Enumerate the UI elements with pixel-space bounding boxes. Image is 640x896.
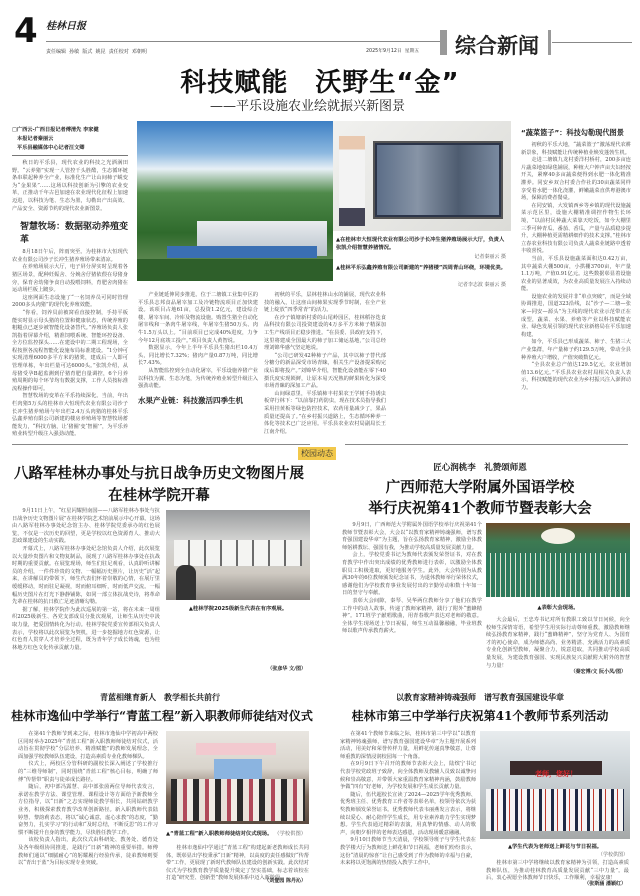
article-kicker: 青蓝相继育新人 教学相长共前行 (100, 693, 220, 702)
paragraph: 当前，平乐县设施蔬菜面积达0.42万亩，其中蔬菜大棚500亩，小拱棚3700亩，年产量1.1万吨，产值0.91亿元。这些数据彰显着设施农业的显著成效，为农业高质量发展注入持续动能。 (521, 255, 631, 293)
paragraph: 大会最后，王忠寿书记对所有教职工致以节日问候，向全校师生深情寄语，希望学生用实际行动尊师重教，激励教师继续弘扬教育家精神，践行“蜜蜂精神”，坚守为党育人、为国育才的初心使命，成为师德高尚、业务精湛、充满活力的高素质专业化创新型教师，凝聚合力，锐意进取，共同推动学校高质量发展，为建设教育强国、实现民族复兴贡献附大附外的智慧与力量！ (486, 617, 630, 669)
paragraph: 9月11日上午，“红星闪耀照南国——八路军桂林办事处与抗日战争历史文物图片展”在桂林学院艺术馆前展示中心开幕。这场由八路军桂林办事处纪念馆主办、桂林学院党委承办的红色展览，不仅是一次历史的回望，更是学校以红色资源育人、推动大思政课建设的生动实践。 (12, 508, 160, 545)
article-credit: （张斯涵 潘颖红） (584, 881, 626, 887)
photo-mentorship-ceremony (166, 731, 309, 824)
photo-credit: 记者秦丽云 摄 (474, 254, 506, 260)
paragraph: 开幕式上，八路军桂林办事处纪念馆负责人介绍，此次展览以大量珍贵图片和文物复制品，展现了八路军桂林办事处在抗战时期的重要贡献。在展览现场，师生们驻足观看，认真聆听讲解员的介绍，一件件珍贵的文物、一幅幅历史照片，让历史“活”起来，在讲解员的带领下，师生代表们怀着崇敬的心情，在展厅里缓缓移动，时而驻足凝视，时而俯耳细听，时而低声交流。一幅幅历史图片在灯光下静静铺陈，如同一部立体抗战史诗，将革命先辈在桂林的抗日救亡足迹清晰勾勒。 (12, 545, 160, 606)
paragraph: “公司已研发42种柿子产品，其中以柿子替代部分糖分的新品深受市场青睐，相关生产设备提采购完成后即将投产。”刘锦华介绍，智能化设备能在零下40摄氏度实现锁鲜，让原本易天况熟的鲜果转化为深受市场青睐的深加工产品。 (264, 352, 386, 390)
article-body-continued (486, 617, 630, 670)
photo-caption: ▲在桂林市大恒现代农业有限公司沙子长冲生猪养殖场展示大厅，负责人张凯介绍智慧养猪情况。 (336, 237, 505, 251)
article-headline: 广西师范大学附属外国语学校 (385, 479, 575, 496)
paragraph: 初秋的平乐大地，“蔬菜篮子”激荡现代农耕新景象，科技赋能让传统种植业焕发蓬勃生机。 (521, 142, 631, 156)
photo-caption-text: ▲“青蓝工程”新入职教师师徒结对仪式现场。 (166, 831, 273, 837)
paragraph: 在第41个教师节到来之际，桂林市逸仙中学初高中两校区同时举办2025年“青蓝工程”新入职教师师徒结对仪式，活动旨在贯彻学校“分层培养、精准赋能”的教师发展理念，全面加强学校教师队伍建设，打造高素质专业化教师梯队。 (18, 731, 158, 760)
paragraph: 设施农业的发展并非“单点突破”，而是全域协调推进，国道323沿线，以“沙子—二塘—张家—同安—源头”为主线的现代农业示范带正在成型，蔬菜、水果、养殖等产业以科技赋能农业、绿色发展引领的现代农业新格局在平乐加速构建。 (521, 293, 631, 338)
paragraph: 随后，伍代超校长宣读了2024—2025学年优秀教师、优秀班主任、优秀教育工作者等表彰名单，校领导依次为获奖教师颁发荣誉证书。优秀教师代表韦丽燕发言表示，将继续以爱心、耐心陪伴学生成长，用专业素养助力学生实现梦想。学生代表通过精彩的表演，用真挚的情感、动人的歌声，向朝夕相伴的老师表达感恩，活动现场暖意融融。 (340, 791, 476, 836)
article-credit: （张彦华 文/图） (267, 666, 306, 672)
lead-second-column (264, 292, 386, 436)
photo-teachers-day-flowers (480, 731, 630, 839)
article-kicker: 匠心润桃李 礼赞颂师恩 (433, 463, 527, 473)
article-credit: （秦宏博/文 阮小凤/图） (570, 669, 626, 675)
photo-credit: 记者李志波 秦丽云 摄 (457, 282, 506, 288)
issue-date: 2025年9月12日 星期五 (366, 49, 420, 54)
photo-caption: ▲学生代表为老师送上鲜花与节日祝福。 (507, 844, 603, 850)
lead-middle-column (138, 292, 258, 404)
article-body (18, 731, 158, 868)
article-body (12, 508, 160, 652)
photo-caption: ▲表彰大会现场。 (537, 605, 579, 611)
photo-credit: （学校供图） (597, 852, 628, 858)
article-credit: （刘壹园 陈丹沁） (264, 878, 306, 884)
paragraph: 在养殖场展示大厅，电子屏分屏实时呈现着各猪区场景，配种妊娠舍、分娩舍仔猪依偎在母猪身旁，保育舍幼猪争食自动投喂饲料，育肥舍肉猪在运动场栏板上踱步。 (12, 264, 128, 294)
masthead-rule (46, 41, 441, 42)
section-divider (345, 444, 628, 445)
photo-pig-farm-building (137, 121, 333, 281)
article-headline: 桂林市逸仙中学举行“青蓝工程”新入职教师师徒结对仪式 (11, 709, 313, 723)
paragraph: 9月10日教师节当天清晨，学校领导班子与学生代表在教学楼大厅为教师送上鲜花和节日祝福，老师们纷纷表示，这份“清晨的惊喜”让自己感受到了作为教师的幸福与自豪，未来将以更饱满的热情投入教学工作中。 (340, 837, 476, 867)
paragraph: 如今，平乐县已形成蔬菜、柿子、生猪三大产业集群，年产量柿子约129.5万吨，带动全县种养殖大户增收，产值突破数亿元。 (521, 339, 631, 361)
paragraph: 山间绿意里，平乐镇柿丰村果农王学树手持诱虫板穿行林下：“以前靠打药防虫，现在技术员指导我们采用挂黄板等绿色防控技术，农药用量减少了，果品质量还提高了。”在乡村振兴道路上，生态循环种养一体化等技术已广泛应用。平乐县农业农村局副局长王江南介绍。 (264, 390, 386, 435)
article-body (340, 731, 476, 868)
paragraph: 8月18日午后，阵雨突至。为桂林市大恒现代农业有限公司沙子长冲生猪养殖场带来清凉。 (12, 249, 128, 263)
article-headline: 举行庆祝第41个教师节暨表彰大会 (368, 500, 592, 517)
byline: 本报记者秦丽云 (17, 136, 54, 142)
section-title: 综合新闻 (455, 33, 539, 58)
section-bar (440, 30, 447, 55)
paper-name-logo: 桂林日报 (46, 21, 86, 32)
paragraph: 在9月9日下午召开的教师节表彰大会上，陆缤宁书记代表学校党政班子致辞，向全体教师及教辅人员致以诚挚问候和崇高敬意，并带领大家重温教育家精神内涵，鼓励教师争做“四有”好老师，为学校发展和学生成长贡献力量。 (340, 761, 476, 791)
section-bar-right (548, 30, 551, 55)
paragraph: 初秋的平乐，层林桂林山水的铺展，现代农业科技的融入，让这座山间柿果实现季节时制，在全产业链上绽放“四季常青”的活力。 (264, 292, 386, 314)
photo-caption: ▲桂林学院2025级新生代表在有序观展。 (188, 606, 288, 612)
paragraph: 桂林市第三中学将继续以教育家精神为引领，打造高素质教师队伍，为推动桂林教育高质量发展贡献“三中力量”。最后，衷心祝愿全体教师节日快乐，工作顺利，幸福安康！ (486, 860, 629, 882)
article-body (342, 522, 482, 636)
article-kicker: 以教育家精神铸魂强师 谱写教育强国建设华章 (396, 693, 564, 702)
photo-caption: ▲桂林平乐弘鑫养殖有限公司新建的“养猪楼”四周青山环绕，环境优美。 (336, 265, 506, 271)
subhead-vegetable: “蔬菜篮子”：科技勾勒现代图景 (521, 128, 624, 137)
photo-award-ceremony (486, 523, 630, 597)
paragraph: 智慧牧场的变革在平乐持续深化。当前，年出栏肉猪5万头的桂林市大恒现代农业有限公司沙子长冲生猪养殖场与年出栏2.4万头肉猪的桂林平乐弘鑫养殖有限公司新建的楼房养殖场等智慧牧场蓄能发力，“科技方脑，让‘猪圈’变‘智圈’”，为平乐养殖业转型升级注入强劲动能。 (12, 393, 128, 438)
photo-caption (166, 830, 316, 838)
article-headline: 桂林市第三中学举行庆祝第41个教师节系列活动 (351, 709, 609, 723)
paragraph: 桂林市逸仙中学通过“青蓝工程”构建起新老教师成长共同体，既彰显出学校秉承“日新”精神，以高度的责任感做好“传帮带”工作，更展现了新时代教师队伍建设的创新实践。此次结对仪式为学校教育教学质量提升奠定了坚实基础，标志着该校在打造“研究型、创新型”教师发展体系中迈入新阶段。 (166, 845, 309, 882)
paragraph: 表彰大会间隙，秦琴、吴华两位教师分享了他们在教学工作中的动人故事，传递了教师家精神，践行了附外“蜜蜂精神”。171班学子献唱歌曲，用青春歌声表达对老师的敬意。全体学生现场送上节日祝福，师生互动温馨融融，毕业班教师以歌声传承教育薪火。 (342, 597, 482, 635)
paragraph: 这座网面生态设施了“一名饲养员可同时管理2000多头肉猪”的现代化养殖效能。 (12, 294, 128, 309)
paragraph: 走进二塘镇九龙村委洋村桥村，200多亩连片蔬菜地如绿毯铺展，种植大户钟声亩夫妇轻按开关，紧摩40多亩蔬菜便得到水肥一体化精准灌养。同安乡双合村委合作社的30亩蔬菜同样享受着水肥一体化浇灌，鲜嫩蔬菜直供粤港澳市场，保障消费者餐桌。 (521, 157, 631, 202)
byline: □广西云-广西日报记者傅清先 李家健 (12, 127, 99, 133)
lead-subheadline: ——平乐设施农业绘就振兴新图景 (210, 99, 406, 114)
paragraph: 该校负责人指出，此次仪式由科研处、教务处、德育处及各年级组协同推进，是践行“日新”精神的重要举措。师傅教师们通以“细腻耐心”的躬耀履行经验传承，徒弟教师则要以“青出于蓝”为目标实现专业突破。 (18, 837, 158, 867)
lead-intro: 秋日的平乐县，现代农业的科技之光洒满田野。“云养猪”实现一人管控千头胜酷，生态循环链条串联起种养全产业，标准化生产让山间柿子蜕变为“金果果”……这场以科技创新为引擎的农业变革，正推动千年古邑加速在农业现代化征程上加速迈进，以科技为笔、生态为墨，勾勒出产出高效、产品安全、资源节约的现代农业新图景。 (12, 160, 128, 212)
lead-left-column (12, 126, 128, 439)
section-rule-right (552, 42, 632, 43)
lead-headline: 科技赋能 沃野生“金” (180, 68, 460, 98)
photo-monitoring-hall (333, 121, 511, 231)
paragraph: 随后，初中部冯露慧、高中部张茵两位导师代表发言，承诺在教学方法、课堂管理、课程设计等方面给予新教师全方位指导，以“日新”之志实现师徒教学相长，共同钻研教学业务，积极探索教育教学改革创新路径。新入职教师代表陆婷慧、黎韵莉表态，将以“诚心诚意，虚心求教”的态度，“勤奋努力，扎实学习”的行动和“及时总结，不断反思”的工作习惯不断提升自身的教学能力，尽快胜任教学工作。 (18, 784, 158, 836)
article-headline: 八路军桂林办事处与抗日战争历史文物图片展 (14, 465, 304, 482)
paragraph: 会上，学校党委书记为教师代表颁发荣誉证书，对在教育教学中作出突出成绩的优秀教师进行表彰，以激励全体教职员工积极进取，更好地服务学生。此外，大会特别为从教满30年的6位教师颁发纪念证书，为退休教师举行荣休仪式，感谢他们为学校教育事业发展付出的辛勤劳动和数十年如一日的坚守与奉献。 (342, 552, 482, 597)
paragraph: 数据显示，今年上半年平乐县生猪出栏10.4万头，同比增长7.32%；猪肉产量0.87万吨，同比增长7.43%。 (138, 345, 258, 367)
byline: 平乐县融媒体中心记者汪文卿 (12, 144, 128, 156)
paragraph: 在沙子镇塘新村委的山尾岭园区，桂林稻谷迭食品科技有限公司投资建设的4万多平方米柿子精深加工生产线项目正稳步推进。“在县委、县政府支持下，这里将建成全国最大的柿子加工储运基地，”公司总经理刘锦华感气坚定地说。 (264, 314, 386, 352)
paragraph: 在第41个教师节来临之际，桂林市第三中学以“以教育家精神铸魂强师，谱写教育强国建设华章”为主题开展系列活动，用美好和荣誉传样力量，用鲜花传递真挚敬意，让尊师重教的深情浸润校园每一个角落。 (340, 731, 476, 760)
photo-exhibition (166, 510, 310, 600)
paragraph: 据了解，桂林学院作为此次巡展的第一站，将在未来一周组织2025级新生、各党支部成员分批次观展，让师生从历史中汲取力量，把爱国情转化为行动。桂林学院党委宣传部相关负责人表示，学校将以此次展览为契机，进一步挖掘地方红色资源，让红色育人贯穿人才培养全过程，既为青年学子成长铸魂，也为桂林地方红色文化传承贡献力量。 (12, 606, 160, 651)
campus-section-label: 校园动态 (298, 447, 336, 460)
banner-text: 老师，您好！ (535, 770, 577, 778)
paragraph: 产业链延伸同步推进。位于二塘镇工业集中区的平乐县志邦食品屠宰加工及冷链物流项目正加快建设。该项目占地61亩，总投资1.2亿元，建设综合楼、屠宰车间、冷库及物流设施。购置生猪全自动化屠宰线和一条肉牛屠宰线，年屠宰生猪50万头、肉牛1.5万头以上。“目前项目已完成40%进度，力争今年12月底竣工投产。”项目负责人黄智说。 (138, 292, 258, 344)
photo-credit: （学校供图） (274, 831, 307, 837)
paragraph: 从智能监控到全自动化屠宰，平乐设施养猪产业以科技为翼、生态为笔，为传统养殖业转型升级注入强劲动能。 (138, 367, 258, 390)
paragraph: “你看，饲养员前被窝看直接控制，手持平板能实时显示母头猪的位置和健康状态，传统养殖的粗糙点已逐步被智能化设备替代。”养殖场负责人张凯指着屏幕介绍，精准饲喂系统、智能环控设备、全方位监控探头……在建设中的二期工程现场，全程按照各流程智能化设施布局标准建设。“1分钟可实现清理6000多平方米的猪粪，建成后一人即可管理单栋，年出栏量可达6000头。”张凯介绍，从母猪受孕B超监测到仔猪育肥自量调控，6个月养殖周期的每个环节均有数据支撑，工作人员按标准流程操作即可。 (12, 309, 128, 392)
paragraph: 仪式上，两校区分管科研的副校长深入阐述了学校推行的“三维导师制”，同时围绕“青蓝工程”核心目标，明确了师傅“传帮带”职责与徒弟成长路径。 (18, 761, 158, 783)
subhead-fruit: 水果产业链：科技激活四季生机 (138, 395, 243, 405)
paragraph: 在同安镇，大发镇西乡等乡镇的现代设施蔬菜示范区里，设施大棚精准调控作物生长环境，“以前村民种蔬大菜靠天吃饭，如今大棚里三季可种青瓜、番茄、香瓜，产量与品质稳步提升，大棚种植更需精耕细作的技术支撑。”桂林市立春农业科技有限公司负责人蔬菜业链路中透着丰收喜悦。 (521, 202, 631, 255)
lead-right-column (521, 128, 631, 393)
paragraph: “全县农业总产值达129.5亿元，农业增加值13.6亿元。”平乐县农业农村局相关负责人表示，科技赋能的现代农业为乡村振兴注入澎湃动力。 (521, 362, 631, 391)
paragraph: 9月9日，广西师范大学附属外国语学校举行庆祝第41个教师节暨表彰大会，大会以“以教育家精神铸魂强师，谱写教育强国建设华章”为主题，旨在弘扬教育家精神，激励全体教师躬耕教坛、强国有我，为推动学校高质量发展贡献力量。 (342, 522, 482, 551)
staff-line: 责任编辑 孙敏 版式 姚昆 责任校对 邓朝明 (46, 49, 147, 55)
section-divider (12, 444, 310, 445)
subhead-smart-farm: 智慧牧场：数据驱动养殖变革 (20, 222, 129, 246)
article-headline: 在桂林学院开幕 (108, 487, 210, 504)
page-number: 4 (14, 11, 38, 51)
